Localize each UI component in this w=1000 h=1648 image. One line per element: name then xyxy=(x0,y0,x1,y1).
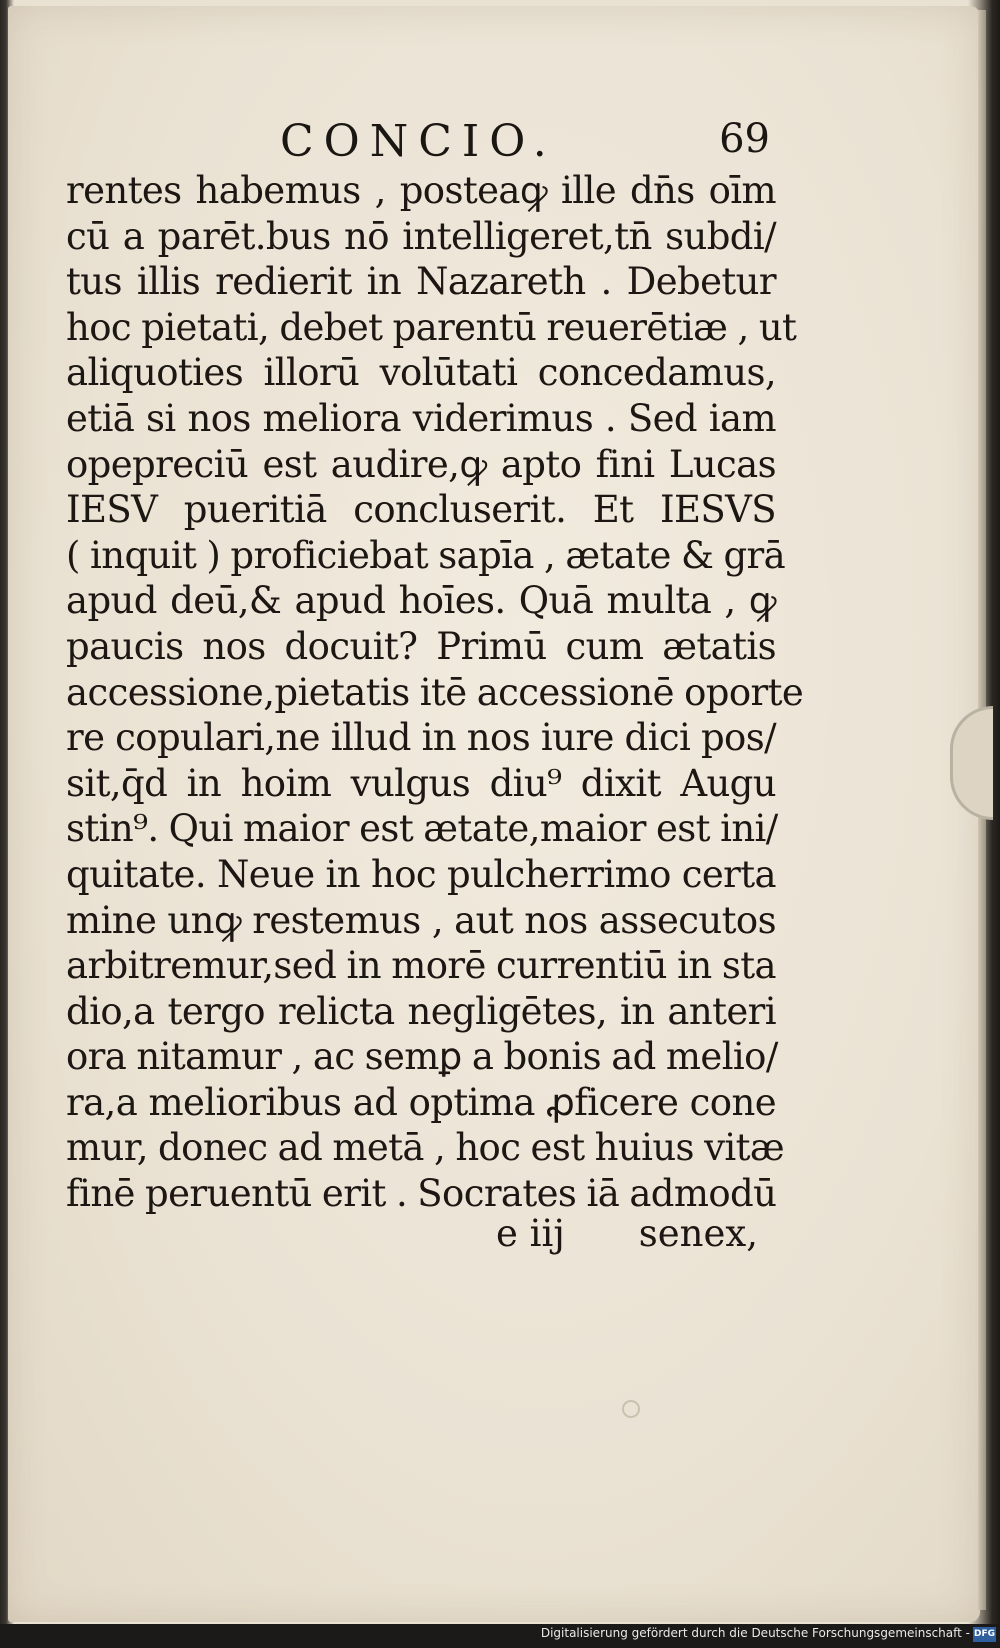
text-line: ra,a melioribus ad optima ꝓficere cone xyxy=(66,1080,776,1124)
text-line: ( inquit ) proficiebat sapīa , ætate & grā xyxy=(66,533,786,577)
text-line: sit,q̄d in hoim vulgus diu⁹ dixit Augu xyxy=(66,761,776,805)
text-line: arbitremur,sed in morē currentiū in sta xyxy=(66,944,776,988)
page-footer-marks xyxy=(66,1212,776,1262)
text-line: IESV pueritiā concluserit. Et IESVS xyxy=(66,488,776,532)
text-line: finē peruentū erit . Socrates iā admodū xyxy=(66,1172,777,1216)
funding-credit: Digitalisierung gefördert durch die Deutsche Forschungsgemeinschaft - xyxy=(540,1626,970,1640)
paper-stain xyxy=(622,1400,640,1418)
text-line: cū a parēt.bus nō intelligeret,tn̄ subdi/ xyxy=(66,214,776,258)
text-line: rentes habemus , posteaꝙ ille dn̄s oīm xyxy=(66,169,776,212)
running-head: CONCIO. xyxy=(280,116,557,167)
text-line: etiā si nos meliora viderimus . Sed iam xyxy=(66,396,776,440)
text-line: opepreciū est audire,ꝙ apto fini Lucas xyxy=(66,442,776,486)
text-line: mur, donec ad metā , hoc est huius vitæ xyxy=(66,1126,785,1170)
digitization-footer xyxy=(0,1624,1000,1648)
page-header xyxy=(280,116,770,176)
text-line: accessione,pietatis itē accessionē oporte xyxy=(66,670,804,714)
text-line: apud deū,& apud hoīes. Quā multa , ꝙ xyxy=(66,579,776,623)
text-line: stin⁹. Qui maior est ætate,maior est ini/ xyxy=(66,807,778,851)
page-number: 69 xyxy=(719,116,770,162)
catchword: senex, xyxy=(638,1212,758,1255)
text-line: tus illis redierit in Nazareth . Debetur xyxy=(66,260,776,304)
text-line: hoc pietati, debet parentū reuerētiæ , ut xyxy=(66,305,797,349)
text-line: quitate. Neue in hoc pulcherrimo certa xyxy=(66,852,776,896)
text-line: re copulari,ne illud in nos iure dici pos/ xyxy=(66,716,776,760)
text-line: aliquoties illorū volūtati concedamus, xyxy=(66,351,776,395)
text-line: dio,a tergo relicta negligētes, in anteri xyxy=(66,989,776,1033)
text-line: ora nitamur , ac semꝑ a bonis ad melio/ xyxy=(66,1035,778,1079)
text-line: paucis nos docuit? Primū cum ætatis xyxy=(66,624,776,668)
text-line: mine unꝙ restemus , aut nos assecutos xyxy=(66,898,776,942)
dfg-logo: DFG xyxy=(973,1627,996,1642)
signature-mark: e iij xyxy=(496,1212,565,1255)
body-text xyxy=(66,168,804,1217)
